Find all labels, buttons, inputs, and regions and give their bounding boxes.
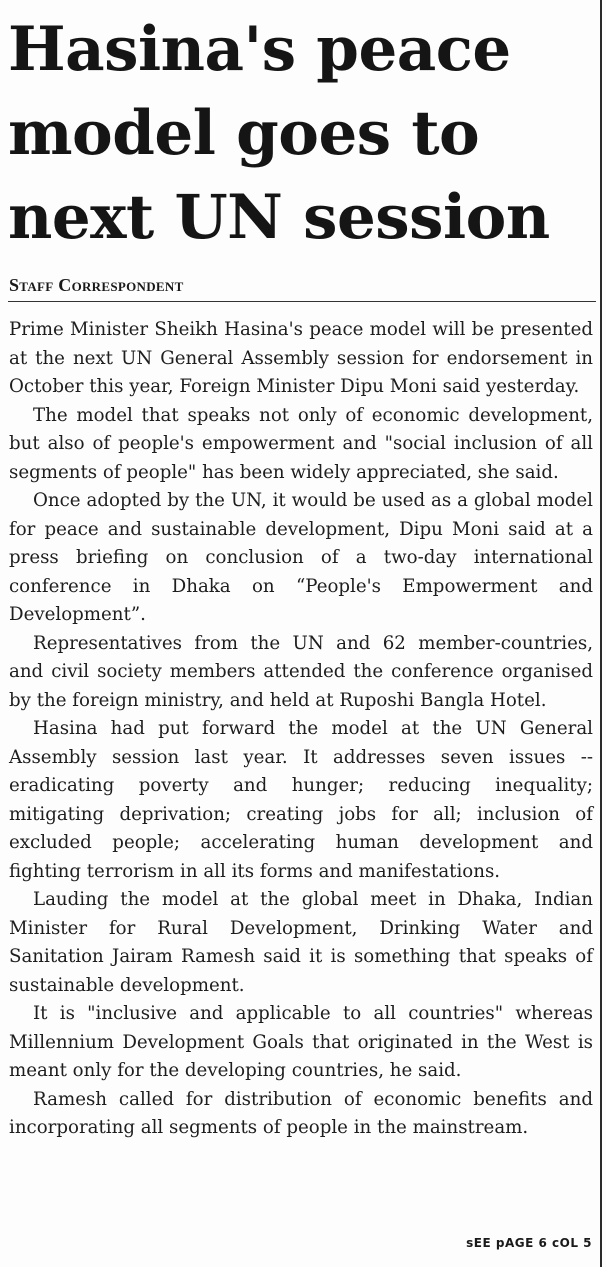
headline-line: next UN session	[8, 182, 550, 253]
paragraph: It is "inclusive and applicable to all countries" whereas Millennium Development Goals that originated in the West is meant only for the developing countries, he said.	[9, 1003, 593, 1081]
column-rule	[600, 0, 602, 1267]
paragraph: Ramesh called for distribution of economic benefits and incorporating all segments of people in the mainstream.	[9, 1088, 593, 1138]
paragraph: Hasina had put forward the model at the UN General Assembly session last year. It addresses seven issues -- eradicating poverty and hunger; reducing inequality; mitigating deprivation; creating jobs for all; inclusion of excluded people; accelerating human development and fighting terrorism in all its forms and manifestations.	[9, 718, 593, 882]
continued-on-page-note: sEE pAGE 6 cOL 5	[466, 1236, 592, 1250]
headline	[8, 8, 598, 260]
headline-line: model goes to	[8, 98, 480, 169]
paragraph: Once adopted by the UN, it would be used as a global model for peace and sustainable development, Dipu Moni said at a press briefing on conclusion of a two-day international conference in Dhaka on “People's Empowerment and Development”.	[9, 490, 593, 625]
paragraph: Lauding the model at the global meet in Dhaka, Indian Minister for Rural Development, Drinking Water and Sanitation Jairam Ramesh said it is something that speaks of sustainable development.	[9, 889, 593, 996]
paragraph: Representatives from the UN and 62 member-countries, and civil society members attended the conference organised by the foreign ministry, and held at Ruposhi Bangla Hotel.	[9, 632, 593, 711]
byline: Staff Correspondent	[9, 275, 184, 295]
article-body	[9, 316, 593, 1143]
paragraph: The model that speaks not only of economic development, but also of people's empowerment and "social inclusion of all segments of people" has been widely appreciated, she said.	[9, 404, 593, 483]
byline-divider	[8, 301, 596, 302]
headline-line: Hasina's peace	[8, 14, 511, 85]
paragraph: Prime Minister Sheikh Hasina's peace model will be presented at the next UN General Assembly session for endorsement in October this year, Foreign Minister Dipu Moni said yesterday.	[9, 319, 593, 397]
